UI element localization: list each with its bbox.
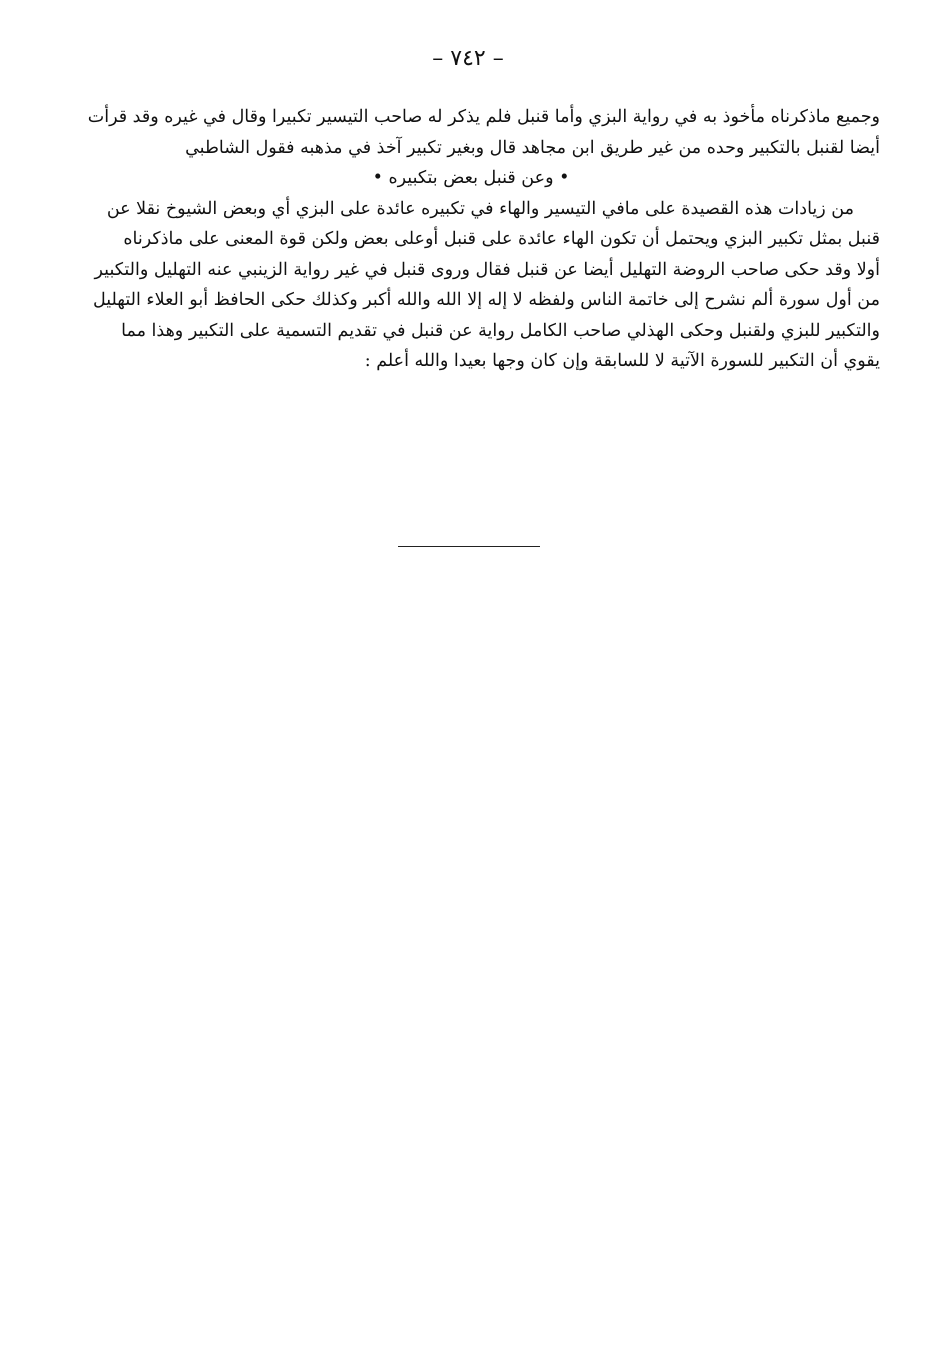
text-line: من زيادات هذه القصيدة على مافي التيسير والهاء في تكبيره عائدة على البزي أي وبعض الشيوخ نقلا عن: [106, 198, 854, 219]
text-line: يقوي أن التكبير للسورة الآتية لا للسابقة وإن كان وجها بعيدا والله أعلم :: [364, 351, 880, 371]
text-line: قنبل بمثل تكبير البزي ويحتمل أن تكون الهاء عائدة على قنبل أوعلى بعض ولكن قوة المعنى على ماذكرناه: [123, 229, 880, 249]
page-number: – ٧٤٢ –: [432, 46, 504, 71]
text-line: والتكبير للبزي ولقنبل وحكى الهذلي صاحب الكامل رواية عن قنبل في تقديم التسمية على التكبير وهذا مما: [121, 320, 880, 341]
text-line: من أول سورة ألم نشرح إلى خاتمة الناس ولفظه لا إله إلا الله والله أكبر وكذلك حكى الحافظ أبو العلاء التهليل: [92, 290, 880, 310]
body-text: [62, 102, 880, 377]
text-line: وجميع ماذكرناه مأخوذ به في رواية البزي وأما قنبل فلم يذكر له صاحب التيسير تكبيرا وقال في غيره وقد قرأت: [87, 107, 880, 127]
verse-quote: • وعن قنبل بعض بتكبيره •: [372, 168, 570, 188]
end-divider: [398, 546, 540, 547]
text-line: أولا وقد حكى صاحب الروضة التهليل أيضا عن قنبل فقال وروى قنبل في غير رواية الزينبي عنه التهليل والتكبير: [94, 259, 880, 280]
text-line: أيضا لقنبل بالتكبير وحده من غير طريق ابن مجاهد قال وبغير تكبير آخذ في مذهبه فقول الشاطبي: [185, 137, 880, 158]
